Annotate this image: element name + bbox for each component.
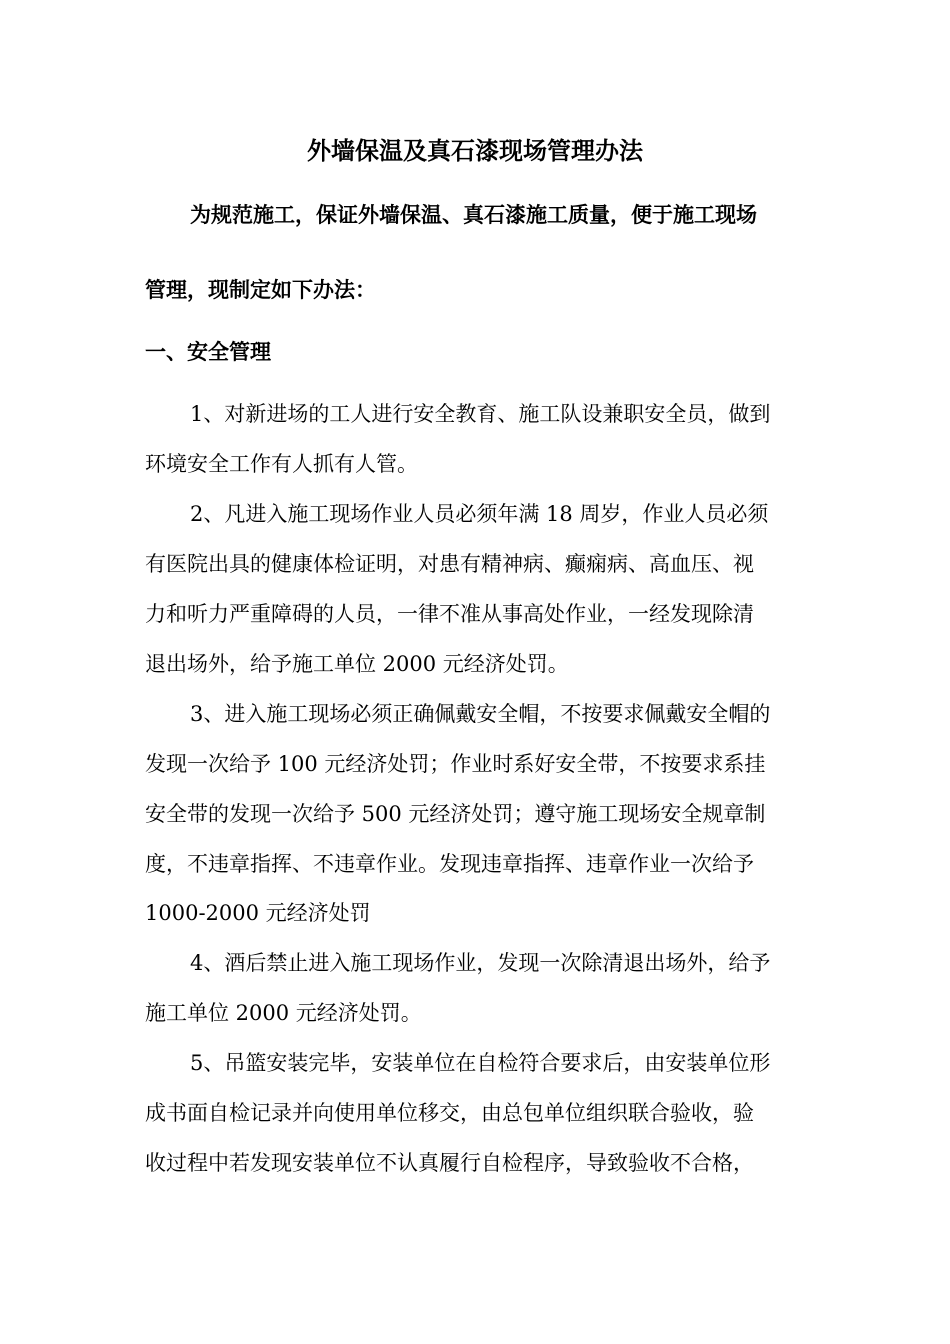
intro-line-2: 管理，现制定如下办法：: [145, 278, 376, 302]
item-1-line-2: 环境安全工作有人抓有人管。: [145, 452, 418, 476]
section-heading: 一、安全管理: [145, 340, 271, 364]
item-5-line-1: 5、吊篮安装完毕，安装单位在自检符合要求后，由安装单位形: [190, 1051, 771, 1075]
item-2-line-2: 有医院出具的健康体检证明，对患有精神病、癫痫病、高血压、视: [145, 552, 754, 576]
item-2-line-3: 力和听力严重障碍的人员，一律不准从事高处作业，一经发现除清: [145, 602, 754, 626]
item-1-line-1: 1、对新进场的工人进行安全教育、施工队设兼职安全员，做到: [190, 402, 771, 426]
item-3-line-3: 安全带的发现一次给予 500 元经济处罚；遵守施工现场安全规章制: [145, 802, 766, 826]
document-title: 外墙保温及真石漆现场管理办法: [307, 136, 643, 165]
item-2-line-1: 2、凡进入施工现场作业人员必须年满 18 周岁，作业人员必须: [190, 502, 769, 526]
item-4-line-2: 施工单位 2000 元经济处罚。: [145, 1001, 422, 1025]
item-3-line-5: 1000-2000 元经济处罚: [145, 901, 371, 925]
item-3-line-4: 度，不违章指挥、不违章作业。发现违章指挥、违章作业一次给予: [145, 852, 754, 876]
item-3-line-1: 3、进入施工现场必须正确佩戴安全帽，不按要求佩戴安全帽的: [190, 702, 771, 726]
item-3-line-2: 发现一次给予 100 元经济处罚；作业时系好安全带，不按要求系挂: [145, 752, 766, 776]
item-5-line-2: 成书面自检记录并向使用单位移交，由总包单位组织联合验收，验: [145, 1101, 754, 1125]
intro-line-1: 为规范施工，保证外墙保温、真石漆施工质量，便于施工现场: [190, 203, 757, 227]
item-5-line-3: 收过程中若发现安装单位不认真履行自检程序，导致验收不合格，: [145, 1151, 754, 1175]
item-4-line-1: 4、酒后禁止进入施工现场作业，发现一次除清退出场外，给予: [190, 951, 771, 975]
item-2-line-4: 退出场外，给予施工单位 2000 元经济处罚。: [145, 652, 569, 676]
